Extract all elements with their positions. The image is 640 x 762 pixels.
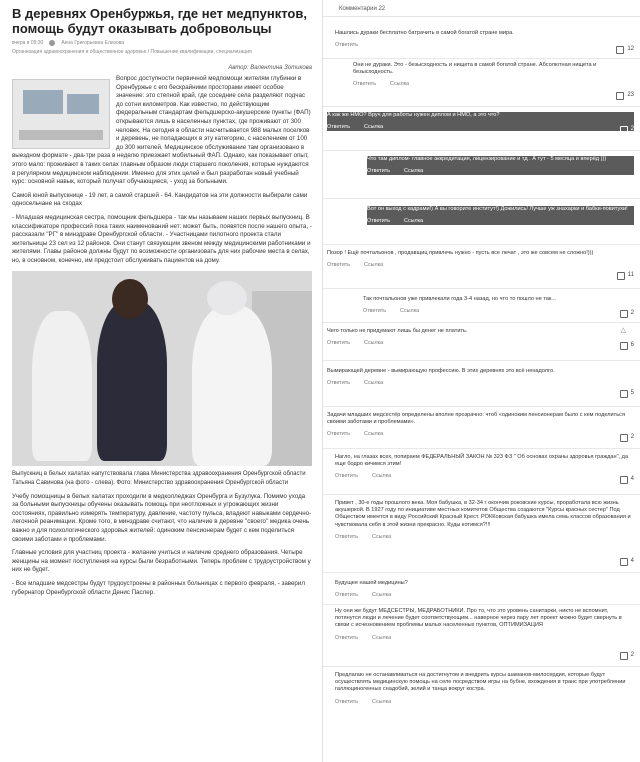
like-count: 23 [627,92,634,99]
comment-text: Предлагаю не останавливаться на достигнутом и внедрить курсы шаманов-милосердия, которые будут осуществлять медицинскую помощь на селе посредством игры на бубне, вхождения в транс при употреблении галлюциногенных снадобий, зелий и танца вокруг костра. [335,672,626,693]
article-paragraph: Вопрос доступности первичной медпомощи жителям глубинки в Оренбуржье с его бескрайними просторами имеет особое значение: это степной край, где соседние села разделяют подчас до сотни километров. Как известно, по действующим федеральным стандартам фельдшерско-акушерские пункты (ФАП) открываются лишь в населенных пунктах, где проживают от 300 человек. На сегодня в области насчитывается 988 малых поселков и деревень, не попадающих в эту категорию, с населением от 100 до 300 жителей. Медицинское обслуживание там организовано в выездном формате - два-три раза в неделю приезжает мобильный ФАП. Однако, как показывает опыт, этого мало: проживают в таких селах главным образом люди старшего поколения, которые нуждаются в регулярном медицинском наблюдении. Именно для этих целей и был разработан новый учебный курс: основной навык, который получат обучающиеся, - уход за больными. [12,75,311,186]
link-button[interactable]: Ссылка [404,218,424,225]
like-count: 4 [630,476,634,483]
divider [323,150,640,151]
thumbs-up-icon[interactable] [616,46,624,54]
thumbs-up-icon[interactable] [620,342,628,350]
comment-item [367,156,634,185]
thumbs-up-icon[interactable] [620,434,628,442]
article-author-link[interactable]: Анна Григорьевна Елизова [61,40,125,46]
comments-panel [322,0,640,762]
link-button[interactable]: Ссылка [364,380,384,387]
comment-text: Вымирающей деревне - вымирающую профессию. В этих деревнях это всё ненадолго. [327,368,555,374]
comment-text: Чего только не придумают лишь бы денег не платить. [327,328,468,334]
like-count: 2 [630,434,634,441]
reply-button[interactable]: Ответить [327,380,351,387]
reply-button[interactable]: Ответить [327,262,351,269]
like-count: 19 [627,228,634,235]
divider [323,666,640,667]
comment-text: Что там диплом- главное аккредитация, лицензирование и тд . А тут - 5 месяца и вперёд ))) [367,156,607,162]
article-paragraph: - Все младшие медсестры будут трудоустроены в районных больницах с первого февраля, - заверил губернатор Оренбургской области Денис Паслер. [12,580,305,596]
photo-figure [192,306,272,466]
like-count: 2 [630,126,634,133]
comment-item [363,296,634,315]
link-button[interactable]: Ссылка [372,698,392,705]
divider [323,406,640,407]
divider [323,494,640,495]
thumbs-up-icon[interactable] [620,178,628,186]
thumbs-up-icon[interactable] [620,310,628,318]
like-count: 12 [627,46,634,53]
photo-figure [32,311,92,461]
link-button[interactable]: Ссылка [364,431,384,438]
thumbs-up-icon[interactable] [620,558,628,566]
link-button[interactable]: Ссылка [364,340,384,347]
reply-button[interactable]: Ответить [367,218,391,225]
comment-item [335,500,634,565]
comment-item [327,328,634,347]
thumbs-up-icon[interactable] [616,92,624,100]
comment-text: Нагло, на глазах всех, попираем ФЕДЕРАЛЬНЫЙ ЗАКОН № 323 ФЗ " Об основах охраны здоровья граждан", да еще бодро кичимся этим! [335,454,629,468]
comment-item [335,30,634,53]
reply-button[interactable]: Ответить [335,473,359,480]
link-button[interactable]: Ссылка [364,262,384,269]
thumbs-up-icon[interactable] [620,390,628,398]
comment-item [327,112,634,131]
reply-button[interactable]: Ответить [327,431,351,438]
reply-button[interactable]: Ответить [367,168,391,175]
article-photo-classroom [12,79,110,149]
link-button[interactable]: Ссылка [372,634,392,641]
thumbs-up-icon[interactable] [620,476,628,484]
article-byline: Автор: Валентина Зотикова [228,65,312,71]
comment-text: Ну они же будут МЕДСЕСТРЫ, МЕДРАБОТНИКИ. Про то, что это уровень санитарки, никто не вспомнит, потянутся люди и лечение будет соответствующим... наверное через пару лет проект можно будет свернуть в связи с исчезновением проблемы малых населенных пунктов, ОПТИМИЗАЦИЯ [335,608,622,629]
article-tags[interactable]: Организация здравоохранения и общественное здоровье / Повышение квалификации, специализация [12,49,252,55]
divider [323,572,640,573]
link-button[interactable]: Ссылка [364,124,384,131]
reply-button[interactable]: Ответить [335,533,359,540]
reply-button[interactable]: Ответить [335,698,359,705]
comment-text: Позор ! Ещё почтальонов , продавщиц привлечь нужно - пусть все лечат , это же совсем не сложно!))) [327,250,594,256]
comment-text: Привет , 30-е годы прошлого века. Моя бабушка, в 32-34 г окончив роковские курсы, проработала всю жизнь акушеркой. В 1927 году по инициативе местных комитетов Общества создаются "Курсы красных сестер" Под Обществом имеется в виду Российский Красный Крест. РОККовская бабушка имела семь классов образования и чувствовала себя в этой жизни прекрасно. Куды котимся?!!! [335,500,631,528]
divider [323,322,640,323]
like-count: 6 [630,342,634,349]
comment-item [335,580,634,599]
comment-text: Они не дураки. Это - безысходность и нищета в самой богатой стране. Абсолютная нищета и безысходность. [353,62,597,76]
link-button[interactable]: Ссылка [400,308,420,315]
article-paragraph: Самой юной выпускнице - 19 лет, а самой старшей - 64. Кандидатов на эти должности выбирали сами односельчане на сходах [12,191,308,208]
link-button[interactable]: Ссылка [372,592,392,599]
article-paragraph: Главные условия для участниц проекта - желание учиться и наличие среднего образования. Четыре женщины на момент поступления на курсы были безработными. Теперь проблем с трудоустройством у них не будет. [12,549,311,574]
reply-button[interactable]: Ответить [335,42,359,49]
link-button[interactable]: Ссылка [372,473,392,480]
comment-text: Будущее нашей медицины? [335,580,408,586]
article-photo-graduates [12,271,312,466]
comment-item [327,412,634,439]
reply-button[interactable]: Ответить [327,340,351,347]
comment-text: Нашлись дураки бесплатно батрачить в самой богатой стране мира. [335,30,514,36]
reply-button[interactable]: Ответить [335,634,359,641]
like-count: 2 [630,652,634,659]
divider [323,198,640,199]
article-title: В деревнях Оренбуржья, где нет медпунктов, помощь будут оказывать добровольцы [12,6,307,36]
divider [323,448,640,449]
comments-header: Комментарии 22 [323,0,640,17]
comment-item [327,368,634,397]
comment-item [335,672,634,706]
comment-text: Вот он выход с кадрами!) А вы говорите институт!) Дожились! Лучше уж знахарки и бабки-повитухи! [367,206,628,212]
comment-text: Так почтальонов уже привлекали года 3-4 назад, но что то пошло не так... [363,296,556,302]
comment-text: Задачи младших медсестёр определены вполне прозрачно: чтоб «одиноким пенсионерам было с кем поделиться своими заботами и проблемами». [327,412,625,426]
comment-item [367,206,634,235]
like-count: 5 [630,390,634,397]
reply-button[interactable]: Ответить [335,592,359,599]
photo-table-shape [19,130,103,140]
photo-screen-shape [23,90,63,114]
article-paragraph: - Младшая медицинская сестра, помощник фельдшера - так мы называем наших первых выпускниц. В классификаторе профессий пока таких наименований нет: может быть, появятся после нашего опыта, - рассказали "РГ" в минздраве Оренбургской области. - Участницами пилотного проекта стали жительницы 23 сел из 12 районов. Они станут связующим звеном между медицинскими работниками и жителями. Главы районов должны будут по возможности организовать для них рабочие места в селах, но, в основном, конечно, им предстоит обслуживать пациентов на дому. [12,213,312,264]
thumbs-up-icon[interactable] [616,228,624,236]
divider [323,288,640,289]
like-count: 4 [630,558,634,565]
thumbs-up-icon[interactable] [620,652,628,660]
like-count: 11 [627,272,634,279]
reply-button[interactable]: Ответить [353,81,377,88]
comment-item [327,250,634,279]
article-meta [12,40,312,46]
divider [323,244,640,245]
link-button[interactable]: Ссылка [372,533,392,540]
divider [323,106,640,107]
reply-button[interactable]: Ответить [363,308,387,315]
comment-text: А как же НМО? Вруч для работы нужен диплом и НМО, а это что? [327,112,500,118]
divider [323,58,640,59]
reply-button[interactable]: Ответить [327,124,351,131]
photo-caption: Выпускниц в белых халатах напутствовала глава Министерства здравоохранения Оренбургской области Татьяна Савинова (на фото - слева). Фото: Министерство здравоохранения Оренбургской области [12,471,306,487]
comment-item [353,62,634,99]
link-button[interactable]: Ссылка [390,81,410,88]
photo-screen-shape [67,94,99,114]
photo-figure [97,301,167,461]
like-count: 2 [630,310,634,317]
article-paragraph: Учебу помощницы в белых халатах проходили в медколледжах Оренбурга и Бузулука. Помимо ухода за больными выпускницы обучены оказывать помощь при неотложных и угрожающих жизни состояниях, правильно измерять температуру, давление, частоту пульса, владеют навыками сердечно-легочной реанимации. Кроме того, в минздраве считают, что наличие в деревне "своего" медика очень важно и для психологического здоровья жителей: одиноким пенсионерам будет с кем поделиться своими заботами и проблемами. [12,492,312,543]
thumbs-up-icon[interactable] [620,126,628,134]
like-count: 2 [630,178,634,185]
comment-item [335,454,634,481]
thumbs-up-icon[interactable] [617,272,625,280]
divider [323,604,640,605]
comment-item [335,608,634,659]
link-button[interactable]: Ссылка [404,168,424,175]
report-icon[interactable]: △ [620,327,626,334]
article-time: вчера в 09:30 [12,40,44,46]
author-avatar-icon [49,40,55,46]
divider [323,360,640,361]
